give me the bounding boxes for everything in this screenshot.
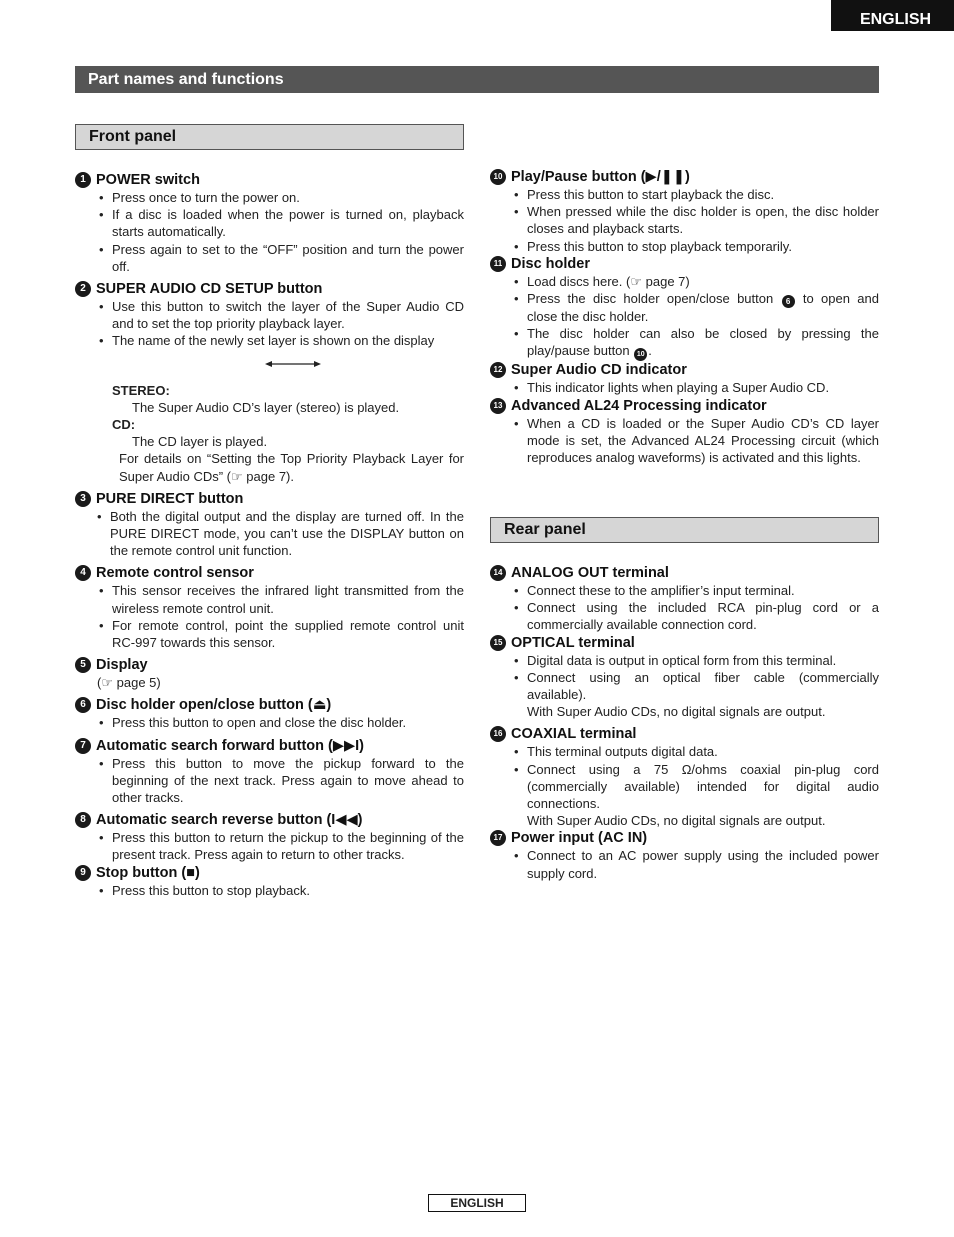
item-pure-direct [75,490,464,560]
item-search-forward [75,737,464,807]
pointing-hand-icon: ☞ [101,675,113,691]
bullet: • Use this button to switch the layer of the Super Audio CD and to set the top priority playback layer. [75,298,464,332]
number-badge: 14 [490,565,506,581]
number-badge: 6 [75,697,91,713]
number-badge: 10 [490,169,506,185]
item-power-input [490,829,879,881]
item-title: Disc holder open/close button (⏏) [96,697,332,714]
item-title: Power input (AC IN) [511,830,648,847]
bullet [490,273,879,290]
bullet: • Press this button to move the pickup forward to the beginning of the next track. Press again to move ahead to other tracks. [75,755,464,807]
item-display [75,656,464,691]
item-title: Super Audio CD indicator [511,362,687,379]
language-tab: ENGLISH [831,0,954,31]
front-panel-column [75,171,464,899]
item-title: POWER switch [96,172,200,188]
item-title: PURE DIRECT button [96,490,244,507]
bullet: • Digital data is output in optical form from this terminal. [490,652,879,669]
item-sacd-indicator [490,361,879,396]
number-badge: 3 [75,491,91,507]
number-badge-inline: 10 [634,348,647,361]
bullet: • This terminal outputs digital data. [490,743,879,760]
number-badge: 1 [75,172,91,188]
item-stop-button [75,864,464,899]
bullet: • Connect using an optical fiber cable (commercially available). [490,669,879,703]
bullet: • Connect using a 75 Ω/ohms coaxial pin-plug cord (commercially available) intended for digital audio connections. [490,761,879,813]
bullet-text: Press the disc holder open/close button [527,291,781,307]
stereo-text: The Super Audio CD’s layer (stereo) is played. [132,399,400,415]
item-title: Stop button (■) [96,864,200,881]
bullet: • When a CD is loaded or the Super Audio CD’s CD layer mode is set, the Advanced AL24 Processing circuit (which reproduces analog waveforms) is activated and this lights. [490,415,879,467]
note-text: For details on “Setting the Top Priority Playback Layer for Super Audio CDs” ( [119,451,464,484]
number-badge: 11 [490,256,506,272]
double-arrow-diagram [75,350,464,382]
coaxial-note: With Super Audio CDs, no digital signals are output. [527,813,826,829]
number-badge-inline: 6 [782,295,795,308]
number-badge: 5 [75,657,91,673]
cd-label: CD: [112,417,136,433]
item-title: Automatic search reverse button (I◀◀) [96,812,363,829]
bullet-text: . [648,343,652,359]
item-play-pause [490,168,879,255]
bullet: • Press this button to open and close the disc holder. [75,714,464,731]
bullet: • This sensor receives the infrared light transmitted from the wireless remote control unit. [75,582,464,616]
pointing-hand-icon: ☞ [231,468,243,484]
number-badge: 7 [75,738,91,754]
double-arrow-icon [265,359,321,369]
bullet [490,325,879,361]
section-title: Part names and functions [75,66,879,93]
cd-text: The CD layer is played. [132,434,268,450]
item-title: ANALOG OUT terminal [511,565,669,581]
item-disc-holder [490,255,879,362]
page-ref: page 7) [645,273,690,289]
front-panel-column-right [490,168,879,466]
pointing-hand-icon: ☞ [630,273,642,289]
bullet-text: Load discs here. ( [527,273,631,289]
rear-panel-column [490,564,879,882]
number-badge: 13 [490,398,506,414]
bullet: • Connect using the included RCA pin-plug cord or a commercially available connection cord. [490,599,879,633]
ref-open: ( [97,675,102,691]
bullet: • Press this button to start playback the disc. [490,186,879,203]
display-ref [75,674,464,691]
page-ref: page 7). [246,468,294,484]
item-title: Advanced AL24 Processing indicator [511,397,767,414]
item-analog-out [490,564,879,634]
bullet-text: to open and close the disc holder. [527,291,879,325]
bullet: • Connect these to the amplifier’s input terminal. [490,582,879,599]
bullet: • Press this button to stop playback temporarily. [490,238,879,255]
number-badge: 2 [75,281,91,297]
number-badge: 15 [490,635,506,651]
bullet: • Connect to an AC power supply using the included power supply cord. [490,847,879,881]
item-title: Display [96,657,148,674]
stereo-label: STEREO: [112,382,170,398]
bullet: • Press again to set to the “OFF” position and turn the power off. [75,241,464,275]
number-badge: 8 [75,812,91,828]
setup-note [75,450,464,484]
bullet: • The name of the newly set layer is shown on the display [75,332,464,349]
item-al24-indicator [490,397,879,467]
number-badge: 12 [490,362,506,378]
bullet-text: The disc holder can also be closed by pressing the play/pause button [527,326,879,359]
item-title: Automatic search forward button (▶▶I) [96,737,365,754]
page-ref: page 5) [116,675,161,691]
bullet: • If a disc is loaded when the power is turned on, playback starts automatically. [75,206,464,240]
bullet: • Both the digital output and the display are turned off. In the PURE DIRECT mode, you can’t use the DISPLAY button on the remote control unit function. [75,508,464,560]
item-title: OPTICAL terminal [511,634,635,651]
item-setup-button [75,280,464,485]
number-badge: 4 [75,565,91,581]
item-title: Remote control sensor [96,565,254,582]
bullet: • When pressed while the disc holder is open, the disc holder closes and playback starts. [490,203,879,237]
item-optical [490,634,879,721]
bullet: • Press this button to return the pickup to the beginning of the present track. Press again to return to other tracks. [75,829,464,863]
optical-note: With Super Audio CDs, no digital signals are output. [527,704,826,720]
item-coaxial [490,725,879,829]
item-remote-sensor [75,564,464,651]
item-power-switch [75,171,464,275]
number-badge: 16 [490,726,506,742]
footer-language-label: ENGLISH [428,1194,526,1212]
bullet [490,290,879,325]
bullet: • Press this button to stop playback. [75,882,464,899]
bullet: • This indicator lights when playing a Super Audio CD. [490,379,879,396]
item-title: Disc holder [511,255,590,272]
front-panel-heading: Front panel [75,124,464,150]
bullet: • For remote control, point the supplied remote control unit RC-997 towards this sensor. [75,617,464,651]
item-disc-holder-button [75,696,464,731]
item-search-reverse [75,811,464,863]
item-title: Play/Pause button (▶/❚❚) [511,169,690,185]
item-title: COAXIAL terminal [511,726,637,743]
item-title: SUPER AUDIO CD SETUP button [96,281,323,298]
rear-panel-heading: Rear panel [490,517,879,543]
number-badge: 9 [75,865,91,881]
bullet: • Press once to turn the power on. [75,189,464,206]
number-badge: 17 [490,830,506,846]
